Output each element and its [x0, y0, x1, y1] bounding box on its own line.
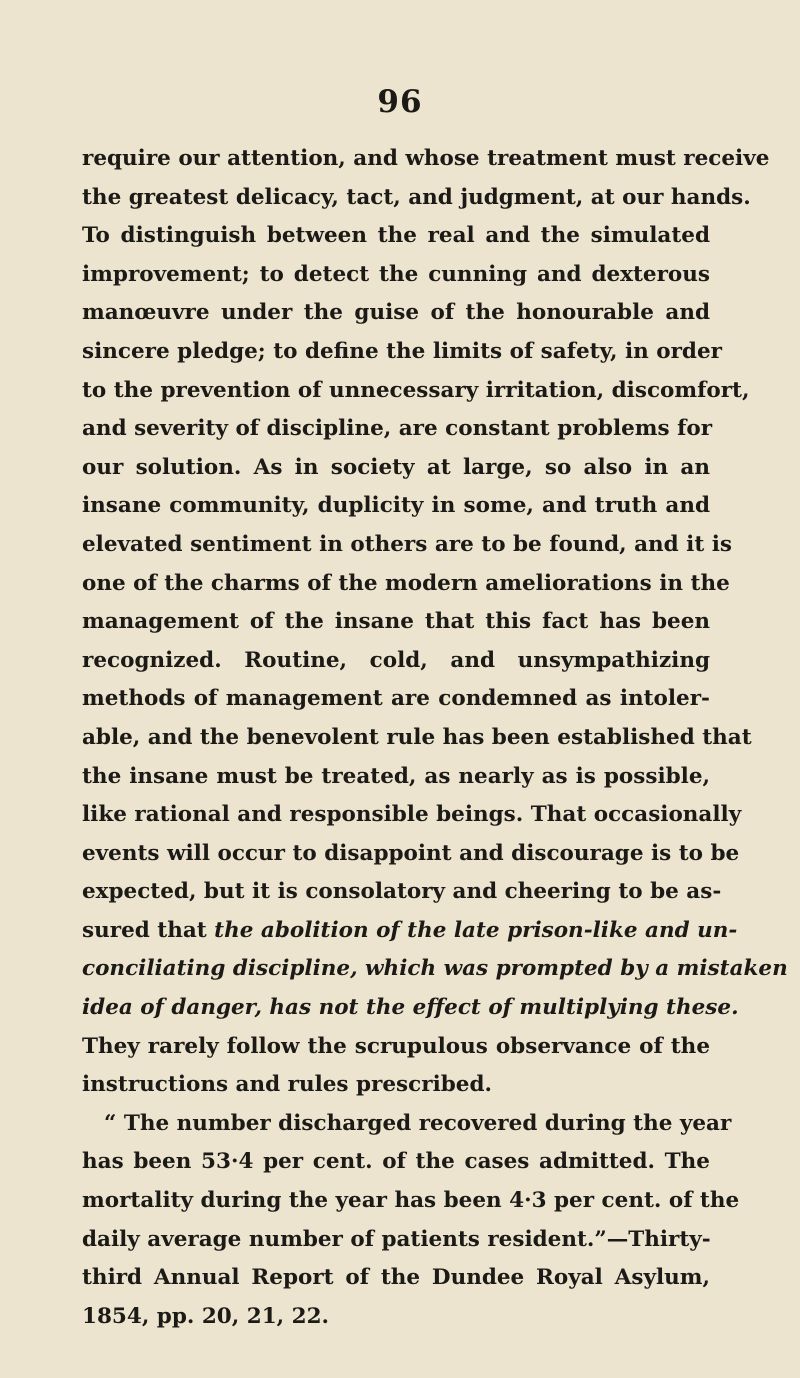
text-line-3: To distinguish between the real and the simulated: [82, 223, 710, 249]
text-line-25: instructions and rules prescribed.: [82, 1072, 492, 1098]
text-line-31: 1854, pp. 20, 21, 22.: [82, 1303, 330, 1329]
text-line-5: manœuvre under the guise of the honourable and: [82, 300, 710, 326]
text-line-18: like rational and responsible beings. That occasionally: [82, 802, 742, 828]
page-body: [82, 140, 788, 1336]
text-line-29: daily average number of patients resident.”—Thirty-: [82, 1226, 711, 1252]
text-line-1: require our attention, and whose treatment must receive: [82, 146, 770, 171]
text-line-21: sured that the abolition of the late prison-like and un-: [82, 917, 738, 943]
text-line-6: sincere pledge; to define the limits of safety, in order: [82, 338, 722, 364]
page-number: 96: [377, 84, 423, 120]
text-line-4: improvement; to detect the cunning and dexterous: [82, 261, 710, 287]
text-line-30: third Annual Report of the Dundee Royal Asylum,: [82, 1265, 710, 1291]
text-line-20: expected, but it is consolatory and cheering to be as-: [82, 879, 722, 905]
text-line-2: the greatest delicacy, tact, and judgment, at our hands.: [82, 184, 751, 210]
text-line-26: “ The number discharged recovered during the year: [104, 1110, 732, 1136]
italic-run: idea of danger, has not the effect of multiplying these.: [82, 995, 739, 1021]
text-line-10: insane community, duplicity in some, and truth and: [82, 493, 710, 519]
text-line-23: [82, 989, 739, 1028]
italic-run: conciliating discipline, which was prompted by a mistaken: [82, 956, 788, 982]
text-line-7: to the prevention of unnecessary irritation, discomfort,: [82, 377, 750, 403]
text-line-13: management of the insane that this fact has been: [82, 609, 710, 635]
text-line-16: able, and the benevolent rule has been established that: [82, 724, 752, 750]
text-line-28: mortality during the year has been 4·3 per cent. of the: [82, 1188, 740, 1214]
text-line-8: and severity of discipline, are constant problems for: [82, 416, 713, 442]
text-line-17: the insane must be treated, as nearly as is possible,: [82, 763, 710, 789]
text-line-19: events will occur to disappoint and discourage is to be: [82, 840, 740, 866]
text-line-12: one of the charms of the modern ameliorations in the: [82, 570, 730, 596]
text-line-11: elevated sentiment in others are to be found, and it is: [82, 531, 733, 557]
text-line-22: [82, 950, 788, 989]
text-line-14: recognized. Routine, cold, and unsympathizing: [82, 647, 710, 673]
text-line-9: our solution. As in society at large, so also in an: [82, 454, 710, 480]
text-line-15: methods of management are condemned as intoler-: [82, 686, 710, 712]
text-line-24: They rarely follow the scrupulous observance of the: [82, 1033, 710, 1059]
text-line-27: has been 53·4 per cent. of the cases admitted. The: [82, 1149, 710, 1175]
italic-run: the abolition of the late prison-like and un-: [214, 917, 738, 943]
